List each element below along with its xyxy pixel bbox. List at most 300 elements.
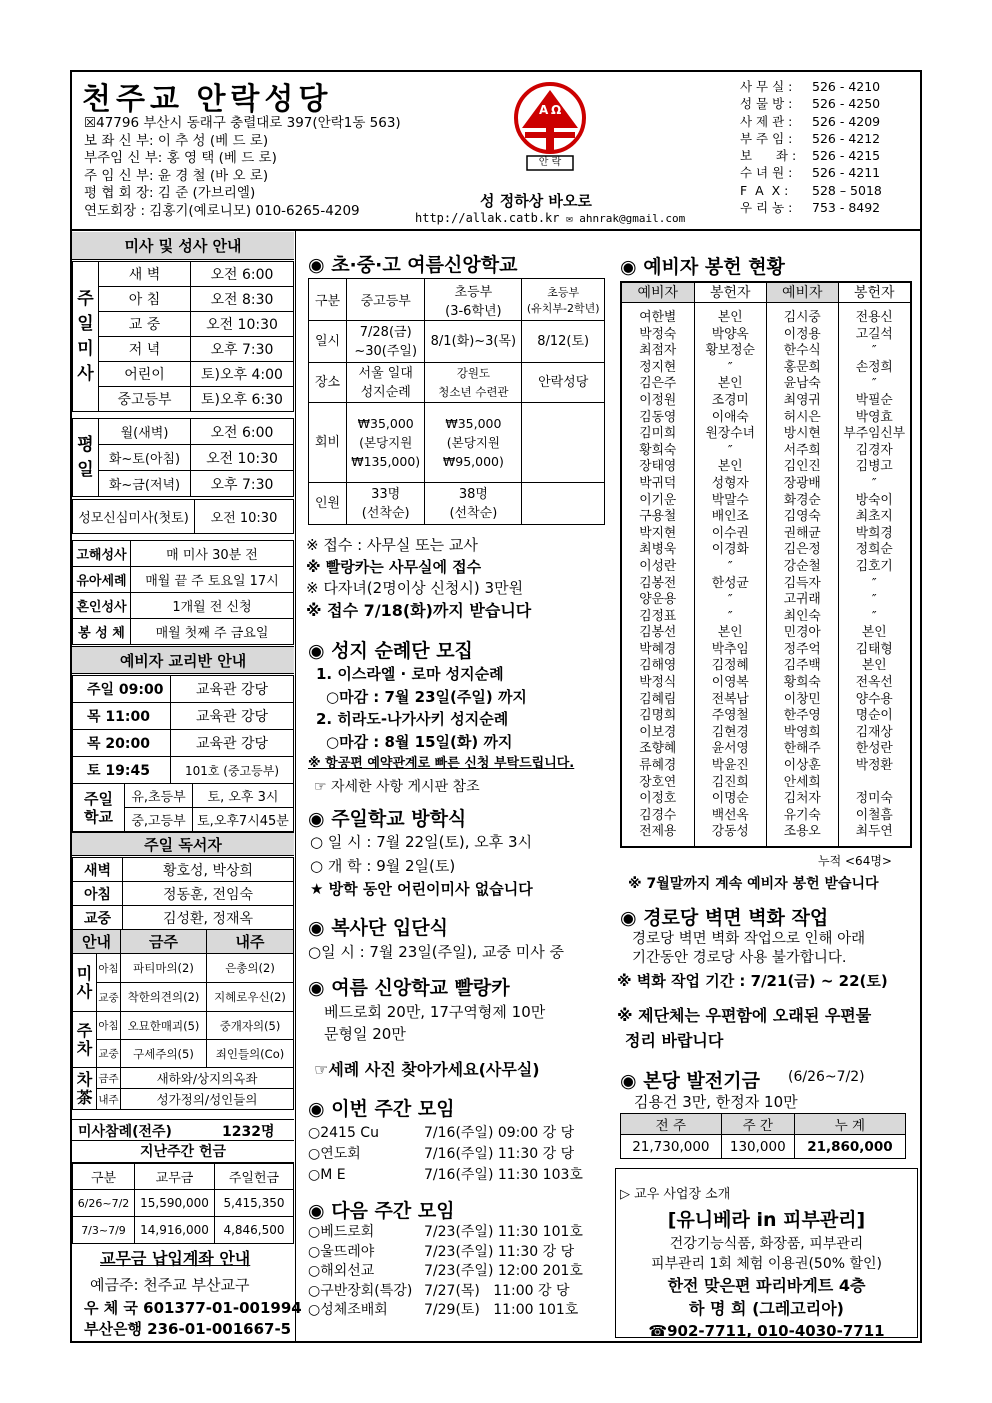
mural-period: ※ 벽화 작업 기간 : 7/21(금) ~ 22(토) xyxy=(617,972,888,990)
donation-name: 윤남숙 xyxy=(783,376,821,392)
contact-number: 526 - 4209 xyxy=(812,113,881,129)
donation-name: 김주백 xyxy=(783,658,821,674)
guide-tea-week: 내주 xyxy=(97,1089,121,1110)
sunday-label-char: 미 xyxy=(77,338,94,359)
weekday-label-char: 일 xyxy=(77,459,94,480)
donation-name: 부주임신부 xyxy=(843,426,906,442)
contact-row xyxy=(740,199,882,216)
donation-name: 본인 xyxy=(717,310,743,325)
donation-name: 박지현 xyxy=(639,525,677,541)
catechumen-place: 교육관 강당 xyxy=(171,730,294,757)
donation-title: ◉ 예비자 봉헌 현황 xyxy=(620,256,785,278)
catechumen-time: 주일 09:00 xyxy=(73,676,171,703)
reader-names: 황호성, 박상희 xyxy=(123,858,294,882)
council-president: 평 협 회 장: 김 준 (가브리엘) xyxy=(84,185,256,202)
next-week-list xyxy=(308,1223,583,1321)
sunday-label-char: 주 xyxy=(77,288,94,309)
donation-name: 박영효 xyxy=(855,409,893,425)
guide-parking-next: 중개자의(5) xyxy=(207,1012,294,1040)
donation-name: 장호연 xyxy=(639,774,677,790)
donation-name: 백선옥 xyxy=(711,807,749,823)
readers-table xyxy=(72,857,294,930)
donation-name: 성형자 xyxy=(711,475,749,491)
catechumen-table xyxy=(72,675,294,784)
donation-name: 권해균 xyxy=(783,525,821,541)
pilgrimage-line-4: ○마감 : 8월 15일(화) 까지 xyxy=(326,732,513,751)
contact-label: 사 무 실 : xyxy=(740,79,793,94)
donation-name: 김경수 xyxy=(639,807,677,823)
donation-name: 양수용 xyxy=(855,691,893,707)
contact-number: 753 - 8492 xyxy=(812,200,881,216)
donation-name: 전용신 xyxy=(855,310,893,325)
weekday-mass-time: 오전 10:30 xyxy=(191,445,294,471)
donation-col3 xyxy=(766,303,838,846)
meeting-row xyxy=(308,1223,583,1243)
donation-name: 최점자 xyxy=(639,343,677,359)
donation-name: 김봉전 xyxy=(639,575,677,591)
donation-name: 손정희 xyxy=(855,359,893,375)
donation-name: 이정용 xyxy=(783,326,821,342)
donation-name: 박희경 xyxy=(855,525,893,541)
fund-title: ◉ 본당 발전기금 xyxy=(620,1070,760,1092)
weekday-mass-name: 월(새벽) xyxy=(99,419,191,445)
donation-name: 전복남 xyxy=(711,691,749,707)
pilgrimage-line-1: 1. 이스라엘 · 로마 성지순례 xyxy=(316,665,504,683)
meeting-group: ○베드로회 xyxy=(308,1224,375,1240)
donation-name: ″ xyxy=(871,575,877,591)
donation-name: 김호기 xyxy=(855,558,893,574)
donation-name: 박필순 xyxy=(855,392,893,408)
attendance-row xyxy=(72,1119,294,1141)
guide-parking-label: 주 차 xyxy=(73,1012,97,1068)
donation-name: 민경아 xyxy=(783,625,821,641)
guide-tea-group: 성가정의/성인들의 xyxy=(121,1089,294,1110)
meeting-group: ○울뜨레야 xyxy=(308,1243,375,1260)
pilgrimage-line-6: ☞ 자세한 사항 게시판 참조 xyxy=(314,778,480,795)
meeting-group: ○해외선교 xyxy=(308,1263,375,1280)
summer-note: ※ 다자녀(2명이상 신청시) 3만원 xyxy=(306,579,524,597)
sunday-school-group: 중,고등부 xyxy=(125,808,193,832)
offering-head-2: 교무금 xyxy=(135,1164,215,1190)
sunday-mass-time: 오후 7:30 xyxy=(191,337,294,362)
summer-cell: 일시 xyxy=(309,321,347,363)
weekday-mass-label xyxy=(73,419,99,497)
summer-note: ※ 빨랑카는 사무실에 접수 xyxy=(306,557,482,576)
palanca-line-1: 베드로회 20만, 17구역형제 10만 xyxy=(324,1003,546,1021)
sacrament-name: 혼인성사 xyxy=(73,593,131,619)
donation-name: 김처자 xyxy=(783,791,821,807)
donation-name: 최병욱 xyxy=(639,542,677,558)
donation-name: 김재상 xyxy=(855,724,893,740)
meeting-row xyxy=(308,1282,583,1302)
donation-name: 한해주 xyxy=(783,741,821,757)
catechumen-time: 목 11:00 xyxy=(73,703,171,730)
patron-saint: 성 정하상 바오로 xyxy=(480,192,592,210)
donation-name: 이상훈 xyxy=(783,758,821,774)
weekday-mass-time: 오후 7:30 xyxy=(191,471,294,497)
offering-sunday: 4,846,500 xyxy=(215,1217,294,1244)
offering-head-1: 구분 xyxy=(73,1164,135,1190)
donation-name: 한성균 xyxy=(711,575,749,591)
sunday-mass-table xyxy=(72,261,294,412)
donation-name: 정미숙 xyxy=(855,791,893,807)
contact-label: 성 물 방 : xyxy=(740,96,793,112)
donation-name: ″ xyxy=(871,608,877,624)
logo-alpha: A xyxy=(539,103,549,117)
vacation-title: ◉ 주일학교 방학식 xyxy=(308,808,467,830)
contact-number: 526 - 4210 xyxy=(812,79,881,94)
summer-cell xyxy=(522,483,605,525)
contact-row xyxy=(740,78,882,95)
parish-logo xyxy=(505,76,595,186)
guide-mass-this: 착한의견의(2) xyxy=(121,983,207,1012)
donation-name: ″ xyxy=(727,558,733,574)
account-holder: 예금주: 천주교 부산교구 xyxy=(90,1276,250,1294)
sunday-mass-time: 토)오후 6:30 xyxy=(191,387,294,412)
vacation-line-3: ★ 방학 동안 어린이미사 없습니다 xyxy=(310,880,533,898)
logo-text: 안 락 xyxy=(538,157,562,168)
donation-name: 김영숙 xyxy=(783,509,821,525)
summer-cell xyxy=(522,403,605,483)
meeting-time: 7/16(주일) 09:00 강 당 xyxy=(424,1125,575,1141)
fund-table xyxy=(620,1113,906,1159)
sunday-school-table xyxy=(72,783,294,832)
donation-name: 김해영 xyxy=(639,658,677,674)
summer-cell: 장소 xyxy=(309,363,347,403)
sunday-mass-label xyxy=(73,262,99,412)
donation-name: 김정표 xyxy=(639,608,677,624)
donation-name: 박귀덕 xyxy=(639,475,677,491)
mural-body xyxy=(632,930,865,968)
donation-name: ″ xyxy=(727,442,733,458)
address: ☒47796 부산시 동래구 충렬대로 397(안락1동 563) xyxy=(84,115,401,131)
donation-name: ″ xyxy=(871,376,877,392)
summer-head: 초등부 (3-6학년) xyxy=(425,279,522,321)
guide-parking-mass: 교중 xyxy=(97,1040,121,1068)
contact-number: 526 - 4211 xyxy=(812,165,881,181)
donation-name: 김혜림 xyxy=(639,691,677,707)
fund-head-2: 주 간 xyxy=(721,1114,794,1135)
summer-cell: 8/12(토) xyxy=(522,321,605,363)
donation-name: 강순철 xyxy=(783,558,821,574)
sunday-school-label: 주일 학교 xyxy=(73,784,125,832)
donation-name: 김현경 xyxy=(711,724,749,740)
guide-head-2: 금주 xyxy=(121,930,207,954)
donation-name: 본인 xyxy=(861,658,887,674)
sunday-mass-time: 오전 10:30 xyxy=(191,312,294,337)
donation-name: 본인 xyxy=(717,625,743,641)
reader-names: 김성환, 정재옥 xyxy=(123,906,294,930)
guide-parking-mass: 아침 xyxy=(97,1012,121,1040)
fund-head-1: 전 주 xyxy=(621,1114,722,1135)
contact-row xyxy=(740,147,882,164)
baptism-photo-notice: ☞세례 사진 찾아가세요(사무실) xyxy=(314,1060,540,1079)
donation-name: 구용철 xyxy=(639,509,677,525)
donation-name: 최두연 xyxy=(855,824,893,840)
summer-cell: 회비 xyxy=(309,403,347,483)
donation-name: 박정환 xyxy=(855,758,893,774)
reader-mass: 아침 xyxy=(73,882,123,906)
donation-name: ″ xyxy=(727,592,733,608)
ad-line-4: 하 명 희 (그레고리아) xyxy=(689,1299,844,1318)
reader-mass: 교중 xyxy=(73,906,123,930)
donation-head: 예비자 xyxy=(622,283,694,302)
fund-head-3: 누 계 xyxy=(794,1114,905,1135)
vacation-line-1: ○ 일 시 : 7월 22일(토), 오후 3시 xyxy=(310,833,533,851)
donation-name: 본인 xyxy=(861,625,887,641)
altar-server-title: ◉ 복사단 입단식 xyxy=(308,917,448,939)
donation-col1 xyxy=(622,303,694,846)
offering-head-3: 주일헌금 xyxy=(215,1164,294,1190)
meeting-time: 7/23(주일) 12:00 201호 xyxy=(424,1263,583,1280)
summer-cell: 인원 xyxy=(309,483,347,525)
donation-name: 고귀래 xyxy=(783,592,821,608)
associate-priest: 부주임 신 부: 홍 영 택 (베 드 로) xyxy=(84,150,277,167)
weekday-label-char: 평 xyxy=(77,434,94,455)
meeting-time: 7/29(토) 11:00 101호 xyxy=(424,1302,579,1319)
donation-name: 이수권 xyxy=(711,525,749,541)
pastor: 주 임 신 부: 윤 경 철 (바 오 로) xyxy=(84,167,269,184)
donation-name: 황희숙 xyxy=(639,442,677,458)
pilgrimage-title: ◉ 성지 순례단 모집 xyxy=(308,640,473,662)
contact-label: 수 녀 원 : xyxy=(740,165,793,181)
summer-school-title: ◉ 초·중·고 여름신앙학교 xyxy=(308,254,518,276)
donation-table xyxy=(620,281,912,848)
donation-name: 박혜경 xyxy=(639,641,677,657)
donation-name: 김명희 xyxy=(639,708,677,724)
contact-row xyxy=(740,95,882,112)
donation-name: 김병고 xyxy=(855,459,893,475)
donation-name: 이성란 xyxy=(639,558,677,574)
meeting-row xyxy=(308,1123,583,1144)
contact-row xyxy=(740,182,882,199)
mailbox-line-2: 정리 바랍니다 xyxy=(625,1031,724,1050)
donation-col4 xyxy=(838,303,911,846)
donation-note: ※ 7월말까지 계속 예비자 봉헌 받습니다 xyxy=(628,876,879,892)
sunday-school-time: 토, 오후 3시 xyxy=(193,784,294,808)
donation-name: 이정호 xyxy=(639,791,677,807)
donation-name: 한주영 xyxy=(783,708,821,724)
attendance-value: 1232명 xyxy=(222,1124,275,1140)
meeting-time: 7/16(주일) 11:30 강 당 xyxy=(424,1146,575,1162)
meeting-time: 7/27(목) 11:00 강 당 xyxy=(424,1282,570,1299)
account-bank: 부산은행 236-01-001667-5 xyxy=(84,1320,292,1338)
donation-name xyxy=(839,775,911,792)
fund-total: 21,860,000 xyxy=(794,1135,905,1159)
donation-total: 누적 <64명> xyxy=(818,854,892,868)
contact-label: F A X : xyxy=(740,182,789,198)
donation-name: 강동성 xyxy=(711,824,749,840)
donation-name: 류혜경 xyxy=(639,758,677,774)
guide-mass-label: 미 사 xyxy=(73,954,97,1012)
donation-name: 윤서영 xyxy=(711,741,749,757)
sunday-school-time: 토,오후7시45분 xyxy=(193,808,294,832)
donation-name: 최인숙 xyxy=(783,608,821,624)
donation-name: 이창민 xyxy=(783,691,821,707)
altar-server-line: ○일 시 : 7월 23일(주일), 교중 미사 중 xyxy=(308,943,565,961)
assistant-priest: 보 좌 신 부: 이 추 성 (베 드 로) xyxy=(84,132,269,149)
mailbox-line-1: ※ 제단체는 우편함에 오래된 우편물 xyxy=(617,1006,872,1025)
catechumen-place: 교육관 강당 xyxy=(171,676,294,703)
sunday-mass-name: 새 벽 xyxy=(99,262,191,287)
pilgrimage-line-3: 2. 히라도-나가사키 성지순례 xyxy=(316,710,509,728)
donation-name: 한수식 xyxy=(783,343,821,359)
sacrament-name: 봉 성 체 xyxy=(73,619,131,645)
website-link[interactable]: http://allak.catb.kr xyxy=(415,211,560,225)
offering-tithe: 15,590,000 xyxy=(135,1190,215,1217)
palanca-line-2: 문형일 20만 xyxy=(324,1025,406,1043)
summer-notes xyxy=(306,535,531,621)
sunday-label-char: 사 xyxy=(77,363,94,384)
offering-period: 7/3~7/9 xyxy=(73,1217,135,1244)
guide-tea-group: 새하와/상지의옥좌 xyxy=(121,1068,294,1089)
summer-school-table xyxy=(308,278,605,525)
donation-name: 박말수 xyxy=(711,492,749,508)
donation-name: 배인조 xyxy=(711,509,749,525)
guide-head-3: 내주 xyxy=(207,930,294,954)
donation-name: 박윤진 xyxy=(711,758,749,774)
donation-name: 유기숙 xyxy=(783,807,821,823)
sunday-mass-time: 오전 6:00 xyxy=(191,262,294,287)
summer-note: ※ 접수 7/18(화)까지 받습니다 xyxy=(306,600,532,620)
donation-name: 김시중 xyxy=(783,310,821,325)
next-week-title: ◉ 다음 주간 모임 xyxy=(308,1200,455,1222)
donation-name: 홍문희 xyxy=(783,359,821,375)
palanca-title: ◉ 여름 신앙학교 빨랑카 xyxy=(308,977,510,999)
sunday-mass-name: 저 녁 xyxy=(99,337,191,362)
contact-number: 526 - 4215 xyxy=(812,148,881,164)
offering-period: 6/26~7/2 xyxy=(73,1190,135,1217)
ad-line-2: 피부관리 1회 체험 이용권(50% 할인) xyxy=(650,1256,883,1272)
sunday-mass-time: 토)오후 4:00 xyxy=(191,362,294,387)
meeting-group: ○M E xyxy=(308,1167,346,1183)
donation-name: 이기운 xyxy=(639,492,677,508)
guide-mass-next: 은총의(2) xyxy=(207,954,294,983)
summer-cell: 안락성당 xyxy=(522,363,605,403)
fund-week: 130,000 xyxy=(721,1135,794,1159)
meeting-row xyxy=(308,1165,583,1186)
readers-title: 주일 독서자 xyxy=(72,832,294,856)
ad-line-1: 건강기능식품, 화장품, 피부관리 xyxy=(669,1236,864,1252)
pilgrimage-line-5: ※ 항공편 예약관계로 빠른 신청 부탁드립니다. xyxy=(308,756,575,771)
summer-cell: 33명 (선착순) xyxy=(347,483,425,525)
contact-label: 사 제 관 : xyxy=(740,113,793,129)
donation-name: 박정식 xyxy=(639,675,677,691)
email-link[interactable]: ✉ ahnrak@gmail.com xyxy=(566,212,686,225)
offering-title: 지난주간 헌금 xyxy=(72,1141,294,1163)
donation-name: 김은정 xyxy=(783,542,821,558)
guide-head-1: 안내 xyxy=(73,930,121,954)
donation-name: 박양옥 xyxy=(711,326,749,342)
donation-name: 안세희 xyxy=(783,774,821,790)
summer-cell: 서울 일대 성지순례 xyxy=(347,363,425,403)
guide-parking-this: 구세주의(5) xyxy=(121,1040,207,1068)
sunday-mass-name: 아 침 xyxy=(99,287,191,312)
weekday-mass-name: 화~토(아침) xyxy=(99,445,191,471)
weekday-mass-table xyxy=(72,418,294,497)
weekday-mass-name: 화~금(저녁) xyxy=(99,471,191,497)
guide-mass-mass: 아침 xyxy=(97,954,121,983)
parish-title: 천주교 안락성당 xyxy=(82,83,333,116)
donation-name: 조경미 xyxy=(711,392,749,408)
donation-name: 김진희 xyxy=(711,774,749,790)
catechumen-time: 토 19:45 xyxy=(73,757,171,784)
ad-intro: ▷ 교우 사업장 소개 xyxy=(620,1187,731,1202)
donation-name: 명순이 xyxy=(855,708,893,724)
donation-name: 최초지 xyxy=(855,509,893,525)
sacrament-info: 1개월 전 신청 xyxy=(131,593,294,619)
this-week-list xyxy=(308,1123,583,1186)
meeting-group: ○2415 Cu xyxy=(308,1125,379,1141)
sacrament-info: 매월 끝 주 토요일 17시 xyxy=(131,567,294,593)
account-post: 우 체 국 601377-01-001994 xyxy=(84,1299,302,1317)
donation-name: 허시은 xyxy=(783,409,821,425)
contact-list xyxy=(740,78,882,216)
sunday-mass-name: 어린이 xyxy=(99,362,191,387)
mural-title: ◉ 경로당 벽면 벽화 작업 xyxy=(620,907,829,929)
first-saturday-table xyxy=(72,499,294,534)
mural-line-2: 기간동안 경로당 사용 불가합니다. xyxy=(632,950,847,966)
donation-name: 이명순 xyxy=(711,791,749,807)
meeting-group: ○구반장회(특강) xyxy=(308,1282,413,1299)
meeting-time: 7/23(주일) 11:30 강 당 xyxy=(424,1243,575,1260)
donation-name: 본인 xyxy=(717,459,743,475)
donation-name: 정주억 xyxy=(783,641,821,657)
logo-omega: Ω xyxy=(551,103,562,117)
summer-cell: 38명 (선착순) xyxy=(425,483,522,525)
mural-line-1: 경로당 벽면 벽화 작업으로 인해 아래 xyxy=(632,931,866,947)
donation-name: ″ xyxy=(871,592,877,608)
contact-label: 우 리 농 : xyxy=(740,200,793,216)
guide-mass-mass: 교중 xyxy=(97,983,121,1012)
donation-name: 정희순 xyxy=(855,542,893,558)
guide-mass-next: 지혜로우신(2) xyxy=(207,983,294,1012)
donation-name: 서주희 xyxy=(783,442,821,458)
summer-head: 구분 xyxy=(309,279,347,321)
sunday-school-group: 유,초등부 xyxy=(125,784,193,808)
catechumen-place: 101호 (중고등부) xyxy=(171,757,294,784)
meeting-time: 7/23(주일) 11:30 101호 xyxy=(424,1224,583,1240)
donation-name: 이정원 xyxy=(639,392,677,408)
fund-period: (6/26~7/2) xyxy=(788,1069,865,1085)
meeting-row xyxy=(308,1301,583,1321)
catechumen-time: 목 20:00 xyxy=(73,730,171,757)
donation-name: ″ xyxy=(727,359,733,375)
sacrament-info: 매월 첫째 주 금요일 xyxy=(131,619,294,645)
donation-name: 본인 xyxy=(717,376,743,392)
offering-sunday: 5,415,350 xyxy=(215,1190,294,1217)
donation-name: ″ xyxy=(727,608,733,624)
donation-name: 이영복 xyxy=(711,675,749,691)
donation-name: 박정숙 xyxy=(639,326,677,342)
palanca-body xyxy=(324,1001,545,1045)
donation-name: ″ xyxy=(871,343,877,359)
account-title: 교무금 납입계좌 안내 xyxy=(100,1249,251,1268)
sunday-mass-time: 오전 8:30 xyxy=(191,287,294,312)
guide-parking-this: 오묘한매괴(5) xyxy=(121,1012,207,1040)
contact-number: 526 - 4250 xyxy=(812,96,881,112)
donation-name: 황보정순 xyxy=(705,343,755,359)
contact-label: 부 주 임 : xyxy=(740,130,793,146)
sunday-mass-name: 중고등부 xyxy=(99,387,191,412)
donation-name: 장태영 xyxy=(639,459,677,475)
business-ad xyxy=(615,1168,918,1338)
donation-name: 한성란 xyxy=(855,741,893,757)
reader-mass: 새벽 xyxy=(73,858,123,882)
contact-label: 보 좌 : xyxy=(740,148,797,164)
contact-row xyxy=(740,164,882,181)
donation-name: 주영철 xyxy=(711,708,749,724)
